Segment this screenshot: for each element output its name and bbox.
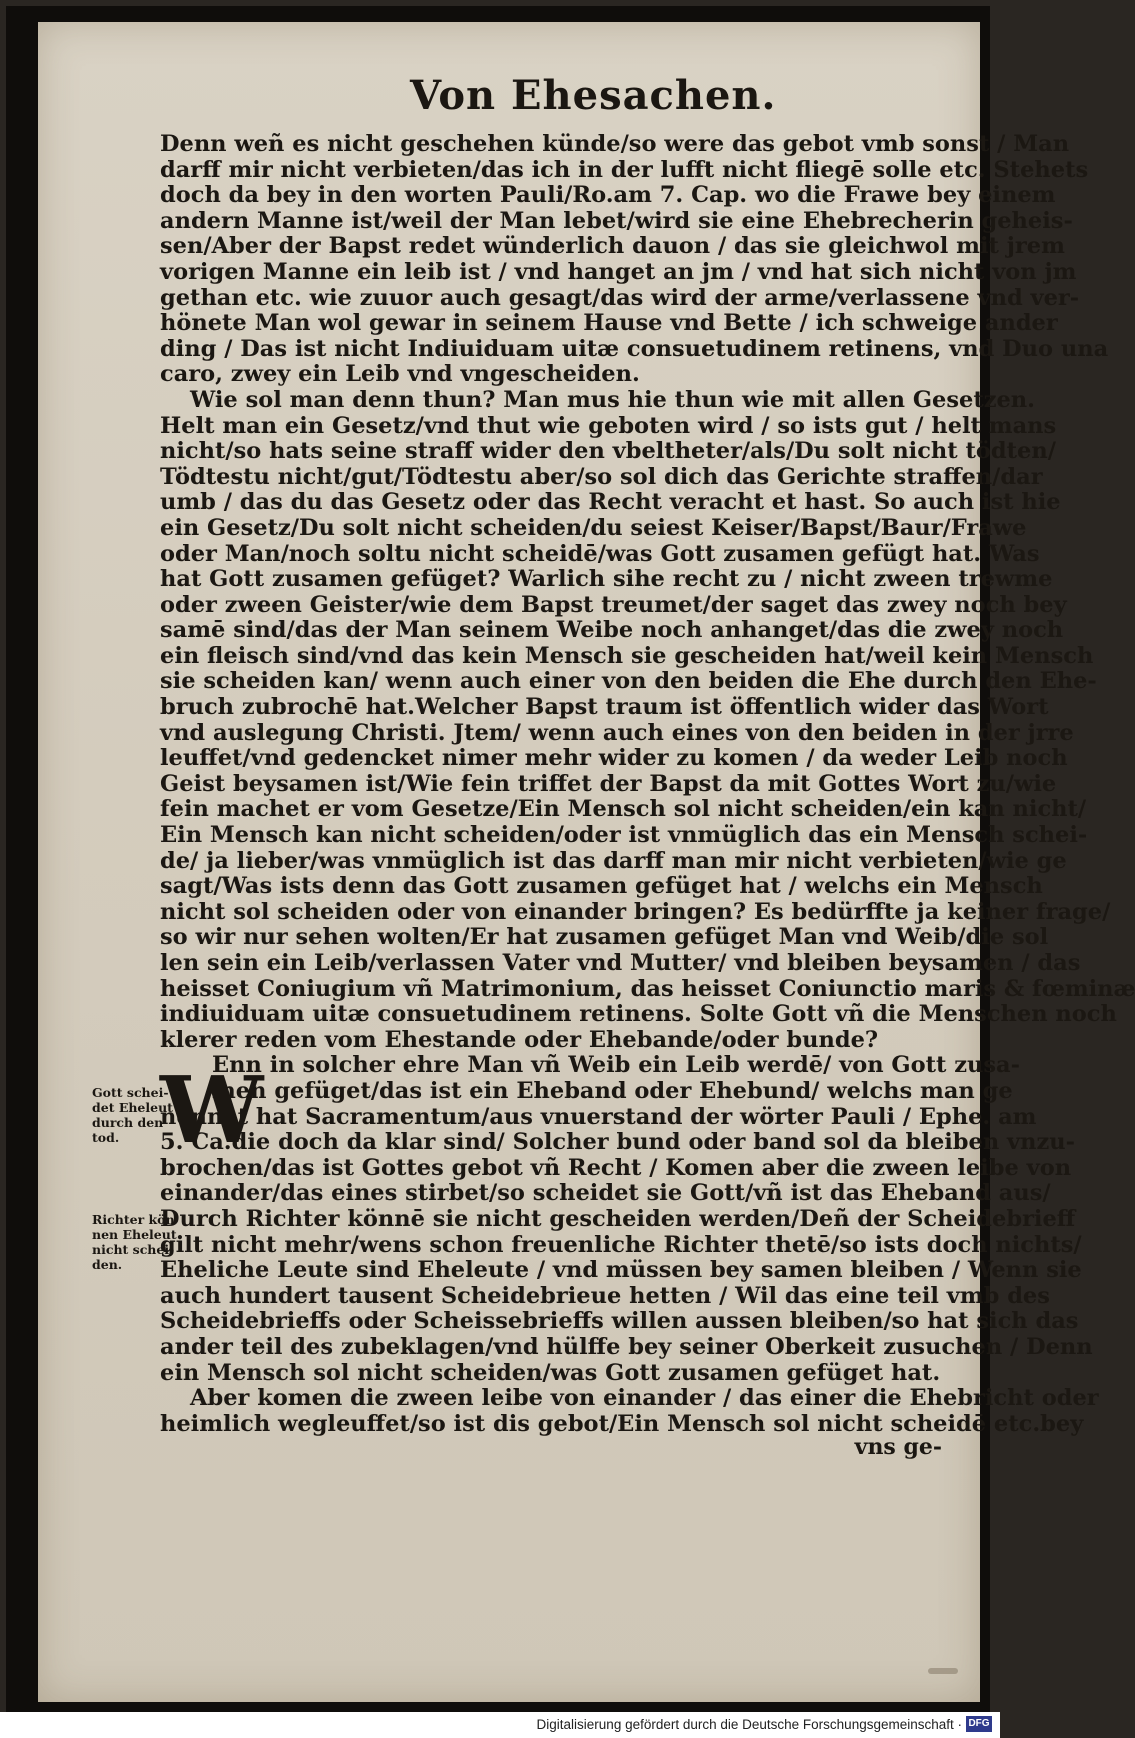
text-line: indiuiduam uitæ consuetudinem retinens. Solte Gott vñ die Menschen noch [160,1001,1117,1028]
text-line: gethan etc. wie zuuor auch gesagt/das wird der arme/verlassene vnd ver- [160,284,1080,311]
page-heading: Von Ehesachen. [410,72,777,119]
margin-note-line: det Eheleut [92,1100,173,1115]
body-text [160,131,1135,1437]
text-line: vnd auslegung Christi. Jtem/ wenn auch eines von den beiden in der jrre [160,719,1074,746]
text-line: Eheliche Leute sind Eheleute / vnd müssen bey samen bleiben / Wenn sie [160,1257,1082,1284]
margin-note-line: Richter kön [92,1212,175,1227]
text-line: gilt nicht mehr/wens schon freuenliche Richter thetē/so ists doch nichts/ [160,1231,1082,1258]
funding-credit: Digitalisierung gefördert durch die Deutsche Forschungsgemeinschaft · [536,1717,962,1732]
text-line: Scheidebrieffs oder Scheissebrieffs willen aussen bleiben/so hat sich das [160,1308,1079,1335]
text-line: de/ ja lieber/was vnmüglich ist das darff man mir nicht verbieten/wie ge [160,847,1067,874]
text-line: Geist beysamen ist/Wie fein triffet der Bapst da mit Gottes Wort zu/wie [160,770,1057,797]
margin-note-line: den. [92,1257,123,1272]
margin-note-line: tod. [92,1130,120,1145]
text-line: bruch zubrochē hat.Welcher Bapst traum ist öffentlich wider das Wort [160,694,1049,721]
text-line: nicht/so hats seine straff wider den vbeltheter/als/Du solt nicht tödten/ [160,438,1056,465]
text-line: andern Manne ist/weil der Man lebet/wird sie eine Ehebrecherin geheis- [160,207,1073,234]
text-line: fein machet er vom Gesetze/Ein Mensch sol nicht scheiden/ein kan nicht/ [160,796,1087,823]
text-line: hönete Man wol gewar in seinem Hause vnd Bette / ich schweige ander [160,310,1058,337]
text-line: Helt man ein Gesetz/vnd thut wie geboten wird / so ists gut / helt mans [160,412,1057,439]
text-line: Aber komen die zween leibe von einander / das einer die Ehebricht oder [190,1385,1099,1412]
text-line: oder zween Geister/wie dem Bapst treumet/der saget das zwey noch bey [160,591,1067,618]
text-line: Ein Mensch kan nicht scheiden/oder ist vnmüglich das ein Mensch schei- [160,822,1088,849]
text-line: caro, zwey ein Leib vnd vngescheiden. [160,361,640,388]
text-line: brochen/das ist Gottes gebot vñ Recht / Komen aber die zween leibe von [160,1154,1072,1181]
text-line: Denn weñ es nicht geschehen künde/so were das gebot vmb sonst / Man [160,131,1070,157]
text-line: heisset Coniugium vñ Matrimonium, das heisset Coniunctio maris & fœminæ [160,975,1135,1002]
text-line: Enn in solcher ehre Man vñ Weib ein Leib werdē/ von Gott zusa- [212,1052,1020,1079]
footer-bar [0,1712,1000,1738]
text-line: doch da bey in den worten Pauli/Ro.am 7. Cap. wo die Frawe bey einem [160,182,1056,209]
margin-note-line: nicht schei- [92,1242,175,1257]
text-line: len sein ein Leib/verlassen Vater vnd Mutter/ vnd bleiben beysamen / das [160,950,1081,976]
text-line: ander teil des zubeklagen/vnd hülffe bey seiner Oberkeit zusuchen / Denn [160,1333,1093,1360]
margin-note-line: nen Eheleut [92,1227,177,1242]
margin-note-line: durch den [92,1115,164,1130]
margin-note-judges [92,1212,180,1272]
text-line: ding / Das ist nicht Indiuiduam uitæ consuetudinem retinens, vnd Duo una [160,335,1109,362]
margin-note-death [92,1085,180,1145]
text-line: darff mir nicht verbieten/das ich in der lufft nicht fliegē solle etc. Stehets [160,156,1089,183]
margin-note-line: Gott schei- [92,1085,169,1100]
text-line: einander/das eines stirbet/so scheidet sie Gott/vñ ist das Eheband aus/ [160,1180,1051,1207]
text-line: sie scheiden kan/ wenn auch einer von den beiden die Ehe durch den Ehe- [160,668,1097,695]
text-line: oder Man/noch soltu nicht scheidē/was Gott zusamen gefügt hat. Was [160,540,1040,567]
text-line: 5. Ca.die doch da klar sind/ Solcher bund oder band sol da bleiben vnzu- [160,1129,1075,1156]
catchword: vns ge- [854,1434,942,1460]
text-line: auch hundert tausent Scheidebrieue hetten / Wil das eine teil vmb des [160,1282,1050,1309]
text-line: ein Gesetz/Du solt nicht scheiden/du seiest Keiser/Bapst/Baur/Frawe [160,514,1027,541]
text-line: Durch Richter könnē sie nicht gescheiden werden/Deñ der Scheidebrieff [160,1205,1076,1232]
text-line: klerer reden vom Ehestande oder Ehebande/oder bunde? [160,1026,879,1053]
text-line: leuffet/vnd gedencket nimer mehr wider zu komen / da weder Leib noch [160,745,1068,772]
text-line: ein fleisch sind/vnd das kein Mensch sie gescheiden hat/weil kein Mensch [160,642,1094,669]
text-line: samē sind/das der Man seinem Weibe noch anhanget/das die zwey noch [160,617,1064,644]
text-line: nicht sol scheiden oder von einander bringen? Es bedürffte ja keiner frage/ [160,898,1111,925]
text-line: vorigen Manne ein leib ist / vnd hanget an jm / vnd hat sich nicht von jm [160,258,1077,285]
text-line: sagt/Was ists denn das Gott zusamen gefüget hat / welchs ein Mensch [160,873,1043,900]
text-line: Tödtestu nicht/gut/Tödtestu aber/so sol dich das Gerichte straffen/dar [160,463,1043,490]
page-ornament [928,1668,958,1674]
text-line: sen/Aber der Bapst redet wünderlich dauon / das sie gleichwol mit jrem [160,233,1065,260]
text-line: men gefüget/das ist ein Eheband oder Ehebund/ welchs man ge [212,1077,1013,1104]
text-line: umb / das du das Gesetz oder das Recht veracht et hast. So auch ist hie [160,489,1061,516]
text-line: nennet hat Sacramentum/aus vnuerstand der wörter Pauli / Ephe. am [160,1103,1037,1130]
text-line: so wir nur sehen wolten/Er hat zusamen gefüget Man vnd Weib/die sol [160,924,1049,951]
text-line: heimlich wegleuffet/so ist dis gebot/Ein Mensch sol nicht scheidē etc.bey [160,1410,1084,1437]
text-line: Wie sol man denn thun? Man mus hie thun wie mit allen Gesetzen. [190,386,1036,413]
dfg-logo: DFG [966,1716,992,1732]
text-line: ein Mensch sol nicht scheiden/was Gott zusamen gefüget hat. [160,1359,941,1386]
text-line: hat Gott zusamen gefüget? Warlich sihe recht zu / nicht zween trewme [160,566,1053,593]
drop-cap-initial: W [160,1056,264,1164]
